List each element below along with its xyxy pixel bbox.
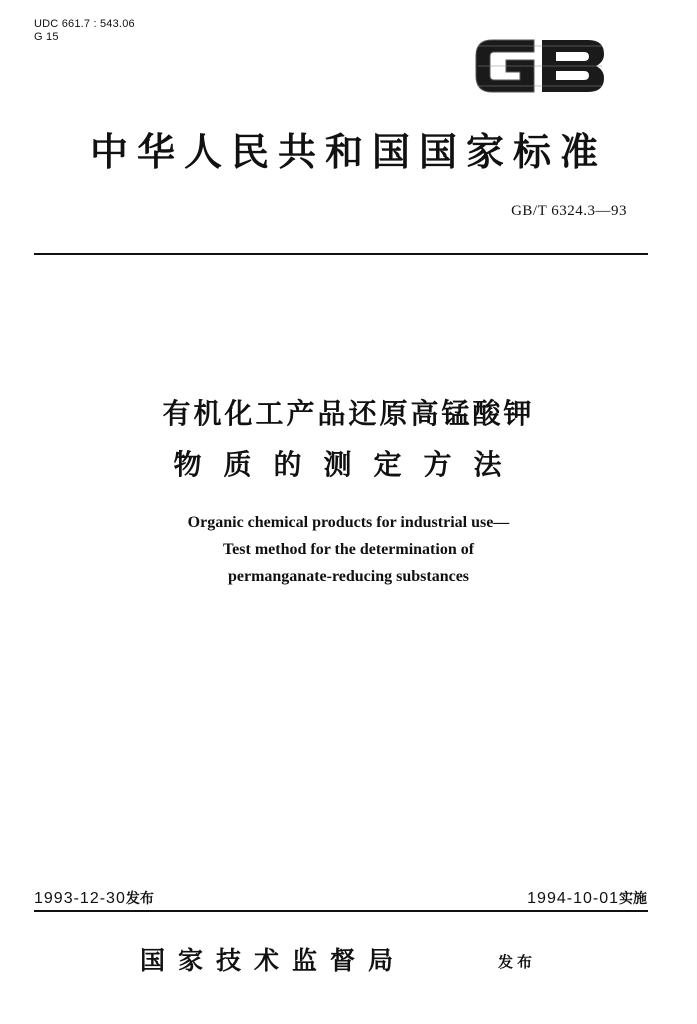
classification-block	[34, 18, 135, 44]
english-title-line-2: Test method for the determination of	[222, 541, 475, 558]
effective-date-label: 实施	[619, 890, 647, 906]
english-title-line-1: Organic chemical products for industrial use—	[187, 514, 510, 531]
standard-number: GB/T 6324.3—93	[511, 203, 627, 219]
header-divider	[34, 253, 648, 255]
udc-code: UDC 661.7 : 543.06	[34, 18, 135, 30]
category-code: G 15	[34, 31, 59, 43]
organization-title: 中华人民共和国国家标准	[89, 129, 607, 174]
footer-divider	[34, 910, 648, 912]
gb-logo-icon	[470, 30, 610, 102]
issue-date-label: 发布	[125, 890, 154, 906]
publisher-name: 国家技术监督局	[140, 946, 407, 975]
issue-date	[34, 888, 154, 908]
effective-date	[527, 888, 647, 908]
chinese-title-line-1: 有机化工产品还原高锰酸钾	[162, 397, 535, 430]
effective-date-value: 1994-10-01	[527, 890, 619, 907]
publish-label: 发布	[498, 953, 537, 971]
issue-date-value: 1993-12-30	[34, 890, 126, 907]
english-title-line-3: permanganate-reducing substances	[227, 568, 470, 585]
chinese-title-line-2: 物质的测定方法	[173, 448, 524, 481]
